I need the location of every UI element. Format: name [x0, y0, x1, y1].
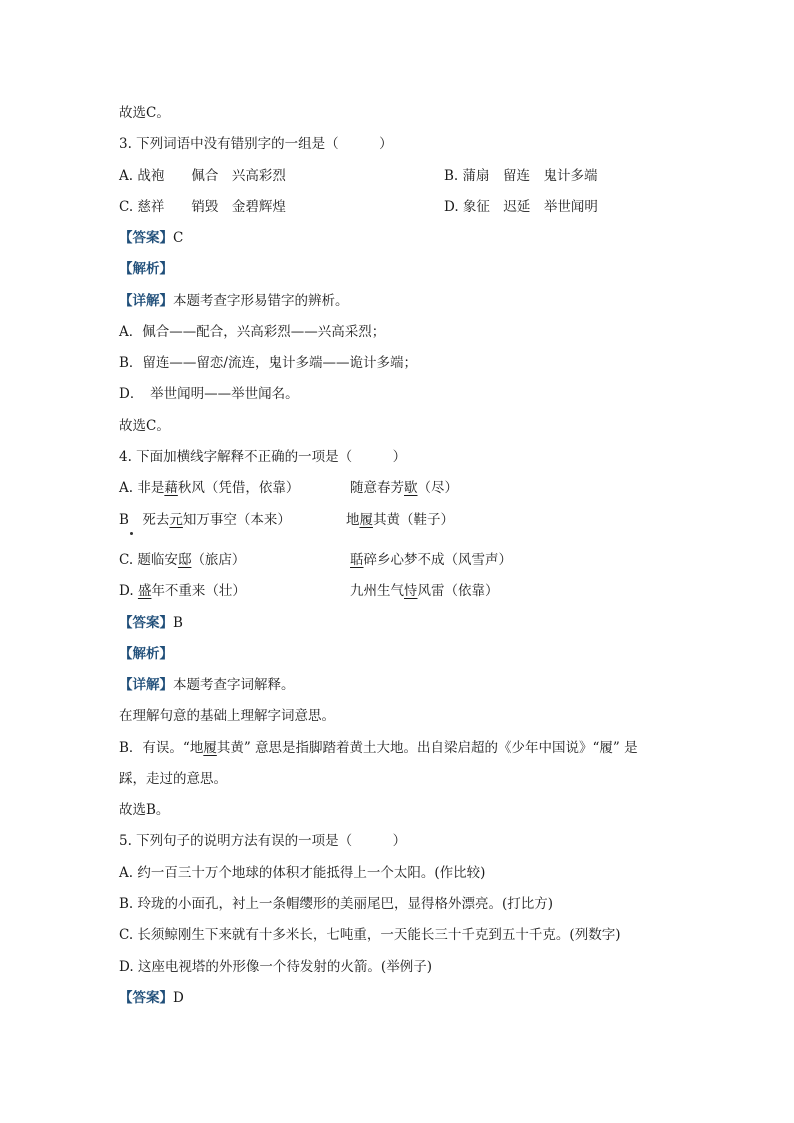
answer-value: D — [173, 990, 184, 1006]
option-4a-2 — [350, 479, 458, 497]
option-5a: A. 约一百三十万个地球的体积才能抵得上一个太阳。(作比较) — [119, 865, 486, 881]
text: 其黄（鞋子） — [373, 512, 454, 528]
detail-text: 本题考查字词解释。 — [173, 677, 295, 693]
answer-tag: 【答案】 — [119, 990, 173, 1006]
underlined-char: 履 — [203, 740, 217, 756]
text: 九州生气 — [350, 583, 404, 599]
explain-3d: D． 举世闻明——举世闻名。 — [119, 386, 299, 402]
option-4d-2 — [350, 582, 499, 600]
answer-value: C — [173, 230, 184, 246]
option-4b-2 — [346, 511, 454, 529]
emphasis-dot — [130, 532, 133, 535]
analysis-tag-3: 【解析】 — [119, 261, 173, 277]
text: A. 非是 — [119, 480, 165, 496]
underlined-char: 恃 — [404, 583, 418, 599]
text: 随意春芳 — [350, 480, 404, 496]
text: 知万事空（本来） — [182, 512, 291, 528]
answer-4 — [119, 614, 183, 632]
answer-value: B — [173, 615, 183, 631]
text: 年不重来（壮） — [151, 583, 246, 599]
text: 秋风（凭借，依靠） — [177, 480, 300, 496]
text: D. — [119, 583, 138, 599]
explain-3a: A．佩合——配合，兴高彩烈——兴高采烈； — [119, 324, 386, 340]
text: 碎乡心梦不成（风雪声） — [363, 552, 512, 568]
underlined-char: 邸 — [177, 552, 192, 568]
underlined-char: 元 — [169, 512, 183, 528]
question-4: 4. 下面加横线字解释不正确的一项是（ ） — [119, 449, 407, 465]
option-4c-1 — [119, 551, 245, 569]
option-4c-2 — [350, 551, 512, 569]
detail-4 — [119, 676, 295, 694]
explain-4b-2: 踩，走过的意思。 — [119, 771, 227, 787]
underlined-char: 歇 — [404, 480, 418, 496]
question-3: 3. 下列词语中没有错别字的一组是（ ） — [119, 136, 393, 152]
underlined-char: 聒 — [350, 552, 364, 568]
text: （旅店） — [191, 552, 246, 568]
option-3d: D. 象征 迟延 举世闻明 — [444, 199, 598, 215]
option-3a: A. 战袍 佩合 兴高彩烈 — [119, 168, 286, 184]
analysis-tag-4: 【解析】 — [119, 646, 173, 662]
underlined-char: 藉 — [164, 480, 178, 496]
answer-tag: 【答案】 — [119, 230, 173, 246]
conclusion-text: 故选C。 — [119, 418, 170, 434]
text: （尽） — [417, 480, 458, 496]
conclusion-text: 故选B。 — [119, 802, 170, 818]
option-3b: B. 蒲扇 留连 鬼计多端 — [444, 168, 598, 184]
option-5b: B. 玲珑的小面孔，衬上一条帽缨形的美丽尾巴，显得格外漂亮。(打比方) — [119, 896, 554, 912]
detail-tag: 【详解】 — [119, 677, 173, 693]
explain-4b-1 — [119, 739, 638, 757]
detail-tag: 【详解】 — [119, 293, 173, 309]
text: 风雷（依靠） — [417, 583, 499, 599]
option-5d: D. 这座电视塔的外形像一个待发射的火箭。(举例子) — [119, 959, 432, 975]
detail-3 — [119, 292, 349, 310]
text: C. 题临安 — [119, 552, 178, 568]
explain-3b: B．留连——留恋/流连，鬼计多端——诡计多端； — [119, 355, 417, 371]
option-3c: C. 慈祥 销毁 金碧辉煌 — [119, 199, 286, 215]
option-4a-1 — [119, 479, 299, 497]
underlined-char: 履 — [359, 512, 373, 528]
conclusion-text: 故选C。 — [119, 105, 170, 121]
option-4b-1 — [119, 511, 291, 529]
underlined-char: 盛 — [137, 583, 152, 599]
option-5c: C. 长须鲸刚生下来就有十多米长，七吨重，一天能长三十千克到五十千克。(列数字) — [119, 927, 621, 943]
answer-3 — [119, 229, 183, 247]
text: 其黄” 意思是指脚踏着黄土大地。出自梁启超的《少年中国说》“履” 是 — [216, 740, 638, 756]
text: B．有误。“地 — [119, 740, 204, 756]
detail-text: 本题考查字形易错字的辨析。 — [173, 293, 349, 309]
answer-tag: 【答案】 — [119, 615, 173, 631]
question-5: 5. 下列句子的说明方法有误的一项是（ ） — [119, 833, 407, 849]
text: 地 — [346, 512, 360, 528]
answer-5 — [119, 989, 184, 1007]
explain-4a: 在理解句意的基础上理解字词意思。 — [119, 708, 335, 724]
option-4d-1 — [119, 582, 246, 600]
text: B 死去 — [119, 512, 170, 528]
